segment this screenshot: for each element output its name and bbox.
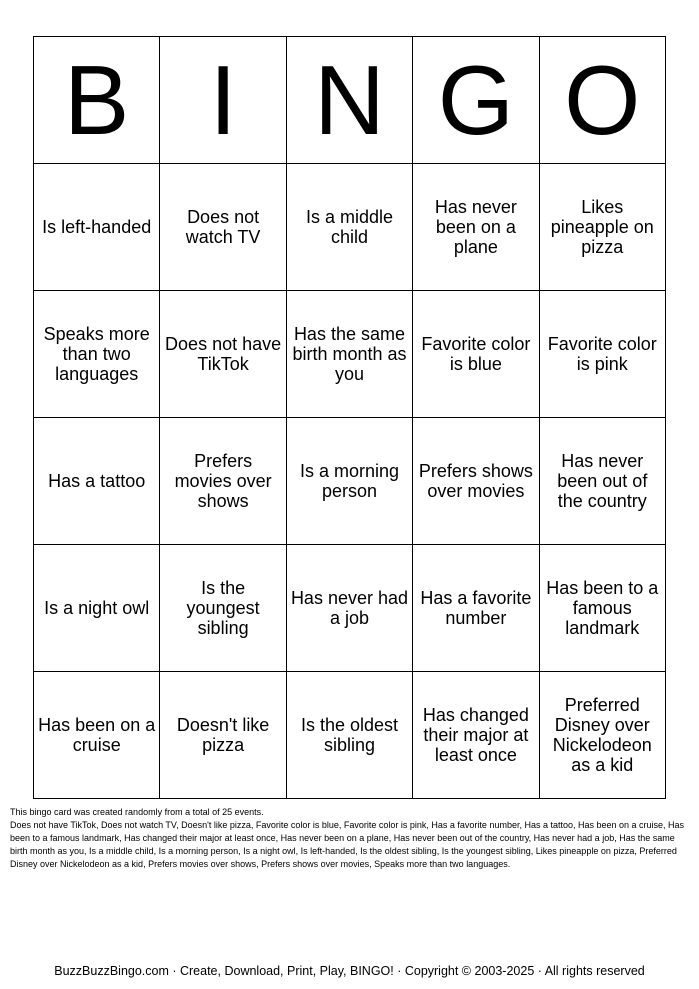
bingo-cell: Has the same birth month as you (286, 291, 412, 418)
bingo-cell: Likes pineapple on pizza (539, 164, 665, 291)
bingo-cell: Prefers shows over movies (413, 418, 539, 545)
bingo-row (34, 418, 666, 545)
bingo-cell: Doesn't like pizza (160, 672, 286, 799)
header-letter-b: B (34, 37, 160, 164)
bingo-row (34, 672, 666, 799)
card-info-intro: This bingo card was created randomly from a total of 25 events. (10, 807, 264, 817)
bingo-cell: Speaks more than two languages (34, 291, 160, 418)
page-footer: BuzzBuzzBingo.com · Create, Download, Print, Play, BINGO! · Copyright © 2003-2025 · All rights reserved (54, 964, 645, 978)
bingo-cell: Has never been on a plane (413, 164, 539, 291)
bingo-cell: Has never been out of the country (539, 418, 665, 545)
bingo-cell: Favorite color is pink (539, 291, 665, 418)
bingo-cell: Does not watch TV (160, 164, 286, 291)
bingo-cell: Has never had a job (286, 545, 412, 672)
bingo-cell: Is the oldest sibling (286, 672, 412, 799)
bingo-cell: Has a tattoo (34, 418, 160, 545)
bingo-cell: Has been on a cruise (34, 672, 160, 799)
bingo-card (33, 36, 666, 799)
header-letter-o: O (539, 37, 665, 164)
card-info (10, 806, 686, 871)
bingo-cell: Is a middle child (286, 164, 412, 291)
header-letter-i: I (160, 37, 286, 164)
bingo-cell: Is a morning person (286, 418, 412, 545)
card-info-events: Does not have TikTok, Does not watch TV, Doesn't like pizza, Favorite color is blue, Favorite color is pink, Has a favorite number, Has a tattoo, Has been on a cruise, Has been to a famous landmark, Has changed their major at least once, Has never been on a plane, Has never been out of the country, Has never had a job, Has the same birth month as you, Is a middle child, Is a morning person, Is a night owl, Is left-handed, Is the oldest sibling, Is the youngest sibling, Likes pineapple on pizza, Preferred Disney over Nickelodeon as a kid, Prefers movies over shows, Prefers shows over movies, Speaks more than two languages. (10, 820, 685, 869)
bingo-cell: Is the youngest sibling (160, 545, 286, 672)
header-letter-g: G (413, 37, 539, 164)
bingo-cell: Is a night owl (34, 545, 160, 672)
bingo-row (34, 291, 666, 418)
bingo-cell: Does not have TikTok (160, 291, 286, 418)
bingo-cell: Has been to a famous landmark (539, 545, 665, 672)
bingo-cell: Has a favorite number (413, 545, 539, 672)
bingo-header-row (34, 37, 666, 164)
bingo-cell: Prefers movies over shows (160, 418, 286, 545)
header-letter-n: N (286, 37, 412, 164)
bingo-row (34, 164, 666, 291)
bingo-row (34, 545, 666, 672)
bingo-cell: Is left-handed (34, 164, 160, 291)
bingo-cell: Favorite color is blue (413, 291, 539, 418)
bingo-cell: Has changed their major at least once (413, 672, 539, 799)
bingo-cell: Preferred Disney over Nickelodeon as a kid (539, 672, 665, 799)
